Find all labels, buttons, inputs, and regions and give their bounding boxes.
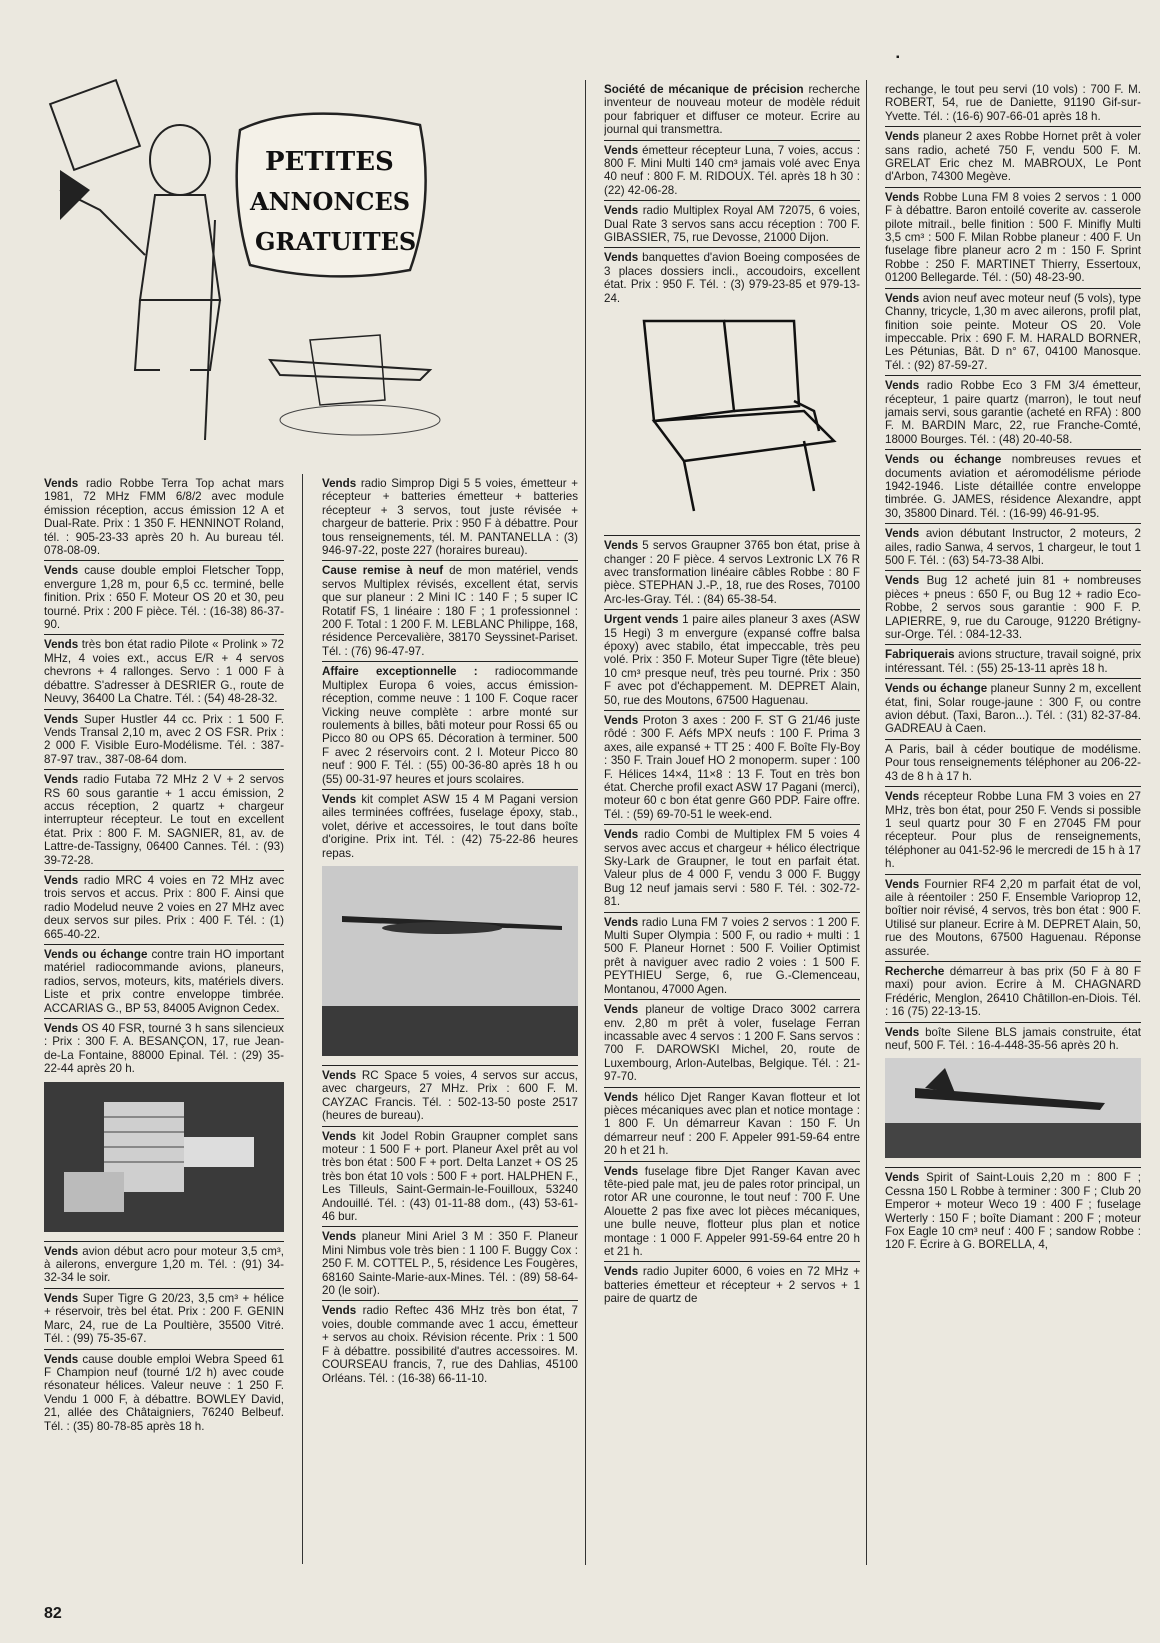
classified-ad: Vends Robbe Luna FM 8 voies 2 servos : 1 000 F à débattre. Baron entoilé coverite av. casserole pilote mitrail., belle finition : 500 F. Minifly Multi 3,5 cm³ : 500 F. Milan Robbe planeur : 400 F. Un fuselage fibre planeur acro 2 m : 150 F. Sprint Robbe : 250 F. MARTINET Thierry, Essertoux, 01200 Bellegarde. Tél. : (50) 48-23-90. xyxy=(885,188,1141,289)
column-3 xyxy=(604,80,860,1309)
classified-ad: Vends radio Robbe Terra Top achat mars 1981, 72 MHz FMM 6/8/2 avec module émission réception, accus émission 12 A et Dual-Rate. Prix : 1 350 F. HENNINOT Roland, tél. : 905-23-33 après 20 h. Au bureau tél. 078-08-09. xyxy=(44,474,284,561)
classified-ad: rechange, le tout peu servi (10 vols) : 700 F. M. ROBERT, 54, rue de Daniette, 91190 Gif-sur-Yvette. Tél. : (16-6) 907-66-01 après 18 h. xyxy=(885,80,1141,127)
classified-ad: Vends avion neuf avec moteur neuf (5 vols), type Channy, tricycle, 1,30 m avec ailerons, profil plat, finition soie peinte. Moteur OS 20. Vole impeccable. Prix : 690 F. M. HARALD BORNER, Les Pétunias, Bât. D n° 67, 04100 Manosque. Tél. : (92) 87-59-27. xyxy=(885,289,1141,376)
column-rule xyxy=(866,80,867,1565)
page-number: 82 xyxy=(44,1605,62,1622)
classified-ad: Vends ou échange planeur Sunny 2 m, excellent état, fini, Solar rouge-jaune : 300 F, ou contre avion début. (Taxi, Baron...). Tél. : (31) 82-37-84. GADREAU à Caen. xyxy=(885,679,1141,740)
classified-ad: Urgent vends 1 paire ailes planeur 3 axes (ASW 15 Hegi) 3 m envergure (expansé coffre balsa époxy) avec stabilo, état impeccable, très peu volé. Prix : 350 F. Moteur Super Tigre (tête bleue) 10 cm³ presque neuf, très peu tourné. Prix : 350 F avec pot d'échappement. M. DEPRET Alain, 50, rue des Moutons, 67500 Haguenau. xyxy=(604,610,860,711)
classified-ad: Vends radio Robbe Eco 3 FM 3/4 émetteur, récepteur, 1 paire quartz (marron), le tout neuf jamais servi, sous garantie (acheté en RFA) : 800 F. M. BARDIN Marc, 22, rue Franche-Comté, 18000 Bourges. Tél. : (48) 20-40-58. xyxy=(885,376,1141,450)
classified-ad: Vends Proton 3 axes : 200 F. ST G 21/46 juste rôdé : 300 F. Aéfs MPX neufs : 100 F. Prima 3 axes, aile expansé + TT 25 : 400 F. Boîte Fly-Boy : 350 F. Train Jouef HO 2 monoperm. super : 100 F. Hélices 14×4, 11×8 : 13 F. Tout en très bon état. Cherche profil exact ASW 17 Pagani (merci), moteur 60 c bon état genre G60 PDP. Faire offre. Tél. : (59) 69-70-51 le week-end. xyxy=(604,711,860,825)
classified-ad: Vends hélico Djet Ranger Kavan flotteur et lot pièces mécaniques avec plan et notice montage : 1 800 F. Un démarreur Kavan : 150 F. Un démarreur neuf : 200 F. Appeler 991-59-64 entre 20 h et 21 h. xyxy=(604,1088,860,1162)
classified-ad: Vends fuselage fibre Djet Ranger Kavan avec tête-pied pale mat, jeu de pales rotor principal, un rotor AR une couronne, le tout neuf : 700 F. Une Alouette 2 pas fixe avec lot pièces mécaniques, une bulle neuve, flotteur plus plan et notice montage : 1 000 F. Appeler 991-59-64 entre 20 h et 21 h. xyxy=(604,1162,860,1263)
classified-ad: A Paris, bail à céder boutique de modélisme. Pour tous renseignements téléphoner au 206-22-43 de 8 h à 17 h. xyxy=(885,740,1141,787)
classified-ad: Affaire exceptionnelle : radiocommande Multiplex Europa 6 voies, accus émission-réception, comme neuve : 1 100 F. Coque racer Vicking neuve complète : arbre monté sur roulements à billes, bâti moteur pour Rossi 65 ou Picco 80 ou OPS 65. Décoration à terminer. 500 F avec 2 réservoirs cont. 2 l. Moteur Picco 80 neuf : 900 F. Tél. : (55) 00-36-80 après 18 h ou (55) 00-31-97 heures et jours scolaires. xyxy=(322,662,578,790)
print-mark: ▪ xyxy=(896,52,900,63)
classified-ad: Vends RC Space 5 voies, 4 servos sur accus, avec chargeurs, 27 MHz. Prix : 600 F. M. CAYZAC Francis. Tél. : 502-13-50 poste 2517 (heures de bureau). xyxy=(322,1066,578,1127)
classified-ad: Vends radio Simprop Digi 5 5 voies, émetteur + récepteur + batteries émetteur + batteries récepteur + 3 servos, tout juste révisée + chargeur de batterie. Prix : 950 F à débattre. Pour tous renseignements, tél. M. PANTANELLA : (3) 946-97-22, poste 227 (horaires bureau). xyxy=(322,474,578,561)
classified-ad: Vends Super Hustler 44 cc. Prix : 1 500 F. Vends Transal 2,10 m, avec 2 OS FSR. Prix : 2 000 F. Visible Euro-Modélisme. Tél. : 387-87-97 trav., 387-08-64 dom. xyxy=(44,710,284,771)
classified-ad: Vends boîte Silene BLS jamais construite, état neuf, 500 F. Tél. : 16-4-448-35-56 après 20 h. xyxy=(885,1023,1141,1169)
classified-ad: Vends Bug 12 acheté juin 81 + nombreuses pièces + pneus : 650 F, ou Bug 12 + radio Eco-Robbe, 2 servos sous garantie : 900 F. P. LAPIERRE, 9, rue du Carouge, 91220 Brétigny-sur-Orge. Tél. : 084-12-33. xyxy=(885,571,1141,645)
classified-ad: Vends ou échange nombreuses revues et documents aviation et aéromodélisme période 1942-1946. Liste détaillée contre enveloppe timbrée. G. JAMES, résidence Alexandre, appt 30, 35800 Dinard. Tél. : (16-99) 46-91-95. xyxy=(885,450,1141,524)
engine-photo xyxy=(44,1082,284,1232)
classified-ad: Vends kit Jodel Robin Graupner complet sans moteur : 1 500 F + port. Planeur Axel prêt au vol très bon état : 500 F + port. Delta Lanzet + OS 25 très bon état 10 vols : 500 F + port. HALPHEN F., Les Tilleuls, Saint-Germain-le-Fouilloux, 53240 Andouillé. Tél. : (43) 01-11-88 dom., (43) 53-61-46 bur. xyxy=(322,1127,578,1228)
classified-ad: Vends ou échange contre train HO important matériel radiocommande avions, planeurs, radios, servos, moteurs, kits, matériels divers. Liste et prix contre enveloppe timbrée. ACCARIAS G., BP 53, 84005 Avignon Cedex. xyxy=(44,945,284,1019)
cartoon-header xyxy=(40,70,450,460)
glider-photo xyxy=(322,866,578,1056)
cartoon-title-line1: PETITES xyxy=(265,147,394,177)
classified-ad: Vends Spirit of Saint-Louis 2,20 m : 800 F ; Cessna 150 L Robbe à terminer : 300 F ; Club 20 Emperor + moteur Weco 19 : 400 F ; fuselage Werterly : 150 F ; boîte Diamant : 200 F ; moteur Fox Eagle 10 cm³ neuf : 400 F ; sandow Robbe : 120 F. Ecrire à G. BORELLA, 4, xyxy=(885,1171,1141,1252)
seat-drawing-graphic xyxy=(604,311,860,526)
seat-drawing xyxy=(604,311,860,526)
column-1 xyxy=(44,474,284,1436)
column-rule xyxy=(585,80,586,1565)
column-2 xyxy=(322,474,578,1388)
cartoon-title-line3: GRATUITES xyxy=(255,227,417,256)
classified-ad: Vends planeur de voltige Draco 3002 carrera env. 2,80 m prêt à voler, fuselage Ferran incassable avec 4 servos : 1 200 F. Sans servos : 700 F. DAROWSKI Michel, 20, route de Luxembourg, Arlon-Autelbas, Belgique. Tél. : 21-97-70. xyxy=(604,1000,860,1087)
classified-ad: Vends avion débutant Instructor, 2 moteurs, 2 ailes, radio Sanwa, 4 servos, 1 chargeur, le tout 1 500 F. Tél. : (63) 54-73-38 Albi. xyxy=(885,524,1141,571)
classified-ad: Vends émetteur récepteur Luna, 7 voies, accus : 800 F. Mini Multi 140 cm³ jamais volé avec Enya 40 neuf : 800 F. M. RIDOUX. Tél. après 18 h 30 : (22) 42-06-28. xyxy=(604,141,860,202)
cartoon-illustration xyxy=(40,70,450,460)
classified-ad: Recherche démarreur à bas prix (50 F à 80 F maxi) pour avion. Ecrire à M. CHAGNARD Frédéric, Menglon, 26410 Châtillon-en-Diois. Tél. : 16 (75) 22-13-15. xyxy=(885,962,1141,1023)
classified-ad: Vends cause double emploi Webra Speed 61 F Champion neuf (tourné 1/2 h) avec coude résonateur hélices. Valeur neuve : 1 250 F. Vendu 1 000 F, à débattre. BOWLEY David, 21, allée des Châtaigniers, 76240 Belbeuf. Tél. : (35) 80-78-85 après 18 h. xyxy=(44,1352,284,1433)
classified-ad: Vends très bon état radio Pilote « Prolink » 72 MHz, 4 voies ext., accus E/R + 4 servos chevrons + 4 rallonges. Servo : 1 000 F à débattre. S'adresser à DESRIER G., route de Neuvy, 36400 La Chatre. Tél. : (54) 48-28-32. xyxy=(44,635,284,709)
classified-ad: Société de mécanique de précision recherche inventeur de nouveau moteur de modèle réduit pour fabriquer et diffuser ce moteur. Ecrire au journal qui transmettra. xyxy=(604,80,860,141)
classified-ad: Vends radio Futaba 72 MHz 2 V + 2 servos RS 60 sous garantie + 1 accu émission, 2 accus réception, 2 quartz + chargeur interrupteur récepteur. Le tout en excellent état. Prix : 800 F. M. SAGNIER, 81, av. de Lattre-de-Tassigny, 06400 Cannes. Tél. : (93) 39-72-28. xyxy=(44,770,284,871)
classified-ad: Cause remise à neuf de mon matériel, vends servos Multiplex révisés, excellent état, servis que sur planeur : 2 Mini IC : 140 F ; 5 super IC Rotatif FS, 1 linéaire : 180 F ; 1 professionnel : 200 F. Total : 1 200 F. M. LEBLANC Philippe, 168, résidence Percevalière, 38170 Seyssinet-Pariset. Tél. : (76) 96-47-97. xyxy=(322,561,578,662)
glider-photo-graphic xyxy=(322,866,578,1056)
classified-ad: Vends avion début acro pour moteur 3,5 cm³, à ailerons, envergure 1,20 m. Tél. : (91) 34-32-34 le soir. xyxy=(44,1242,284,1289)
classified-ad: Fabriquerais avions structure, travail soigné, prix intéressant. Tél. : (55) 25-13-11 après 18 h. xyxy=(885,645,1141,679)
engine-photo-graphic xyxy=(44,1082,284,1232)
classified-ad: Vends cause double emploi Fletscher Topp, envergure 1,28 m, pour 6,5 cc. terminé, belle finition. Prix : 650 F. Moteur OS 20 et 30, peu tourné. Prix : 200 F pièce. Tél. : (16-38) 86-37-90. xyxy=(44,561,284,635)
classified-ad: Vends OS 40 FSR, tourné 3 h sans silencieux : Prix : 300 F. A. BESANÇON, 17, rue Jean-de-La Fontaine, 88000 Epinal. Tél. : (29) 35-22-44 après 20 h. xyxy=(44,1019,284,1242)
column-rule xyxy=(302,474,303,1564)
classified-ad: Vends radio Reftec 436 MHz très bon état, 7 voies, double commande avec 1 accu, émetteur + servos au choix. Révision récente. Prix : 1 500 F à débattre. possibilité d'autres accessoires. M. COURSEAU francis, 7, rue des Dahlias, 45100 Orléans. Tél. : (16-38) 66-11-10. xyxy=(322,1304,578,1385)
classified-ad: Vends planeur Mini Ariel 3 M : 350 F. Planeur Mini Nimbus vole très bien : 1 100 F. Buggy Cox : 250 F. M. COTTEL P., 5, résidence Les Fougères, 68160 Sainte-Marie-aux-Mines. Tél. : (89) 58-64-20 (le soir). xyxy=(322,1227,578,1301)
classified-ad: Vends planeur 2 axes Robbe Hornet prêt à voler sans radio, acheté 750 F, vendu 500 F. M. GRELAT Eric chez M. MABROUX, Le Pont d'Arbon, 74300 Megève. xyxy=(885,127,1141,188)
classified-ad: Vends banquettes d'avion Boeing composées de 3 places dossiers incli., accoudoirs, excellent état. Prix : 950 F. Tél. : (3) 979-23-85 et 979-13-24. xyxy=(604,248,860,536)
cartoon-title-line2: ANNONCES xyxy=(250,187,411,216)
column-4 xyxy=(885,80,1141,1255)
classified-ad: Vends kit complet ASW 15 4 M Pagani version ailes terminées coffrées, fuselage époxy, stab., volet, dérive et accessoires, le tout dans boîte d'origine. Prix int. Tél. : (42) 75-22-86 heures repas. xyxy=(322,790,578,1066)
classified-ad: Vends 5 servos Graupner 3765 bon état, prise à changer : 20 F pièce. 4 servos Lextronic LX 76 R avec transformation linéaire câbles Robbe : 80 F pièce. STEPHAN J.-P., 18, rue des Roses, 70100 Arc-les-Gray. Tél. : (84) 65-38-54. xyxy=(604,536,860,610)
classified-ad: Vends radio Jupiter 6000, 6 voies en 72 MHz + batteries émetteur et récepteur + 2 servos + 1 paire de quartz de xyxy=(604,1265,860,1306)
classified-ad: Vends radio Multiplex Royal AM 72075, 6 voies, Dual Rate 3 servos sans accu réception : 700 F. GIBASSIER, 75, rue Devosse, 21000 Dijon. xyxy=(604,201,860,248)
classified-ad: Vends radio MRC 4 voies en 72 MHz avec trois servos et accus. Prix : 800 F. Ainsi que radio Modelud neuve 2 voies en 27 MHz avec deux servos sur piles. Prix : 400 F. Tél. : (1) 665-40-22. xyxy=(44,871,284,945)
plane-photo-graphic xyxy=(885,1058,1141,1158)
plane-photo xyxy=(885,1058,1141,1158)
classified-ad: Vends Fournier RF4 2,20 m parfait état de vol, aile à réentoiler : 250 F. Ensemble Varioprop 12, boîtier noir révisé, 4 servos, très bon état : 900 F. Utilisé sur planeur. Ecrire à M. DEPRET Alain, 50, rue des Moutons, 67500 Haguenau. Réponse assurée. xyxy=(885,875,1141,962)
classified-ad: Vends radio Combi de Multiplex FM 5 voies 4 servos avec accus et chargeur + hélico électrique Sky-Lark de Graupner, le tout en parfait état. Valeur plus de 4 000 F, vendu 3 000 F. Buggy Bug 12 neuf jamais servi : 580 F. Tél. : 302-72-81. xyxy=(604,825,860,912)
classified-ad: Vends Super Tigre G 20/23, 3,5 cm³ + hélice + réservoir, très bel état. Prix : 200 F. GENIN Marc, 24, rue de La Poultière, 35500 Vitré. Tél. : (99) 75-35-67. xyxy=(44,1289,284,1350)
classified-ad: Vends récepteur Robbe Luna FM 3 voies en 27 MHz, très bon état, pour 250 F. Vends si possible 1 seul quartz pour 30 F en 27045 FM pour récepteur. Pour plus de renseignements, téléphoner au 041-52-96 le mercredi de 15 h à 17 h. xyxy=(885,787,1141,874)
classified-ad: Vends radio Luna FM 7 voies 2 servos : 1 200 F. Multi Super Olympia : 500 F, ou radio + multi : 1 500 F. Planeur Hornet : 500 F. Voilier Optimist prêt à naviguer avec radio 2 voies : 1 500 F. PEYTHIEU Serge, 6, rue G.-Clemenceau, Montanou, 47000 Agen. xyxy=(604,913,860,1000)
